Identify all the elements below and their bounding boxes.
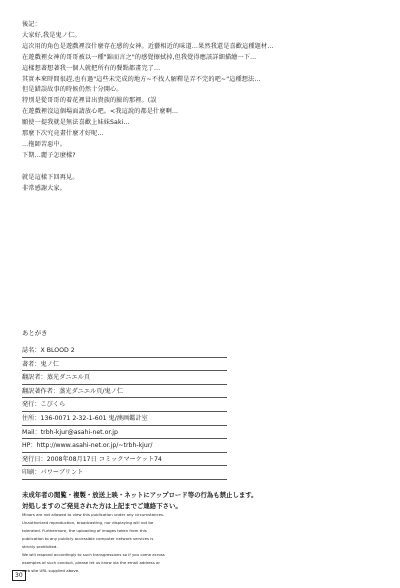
colophon-issue-date: 発行日：2008年08月17日 コミックマーケット74 [22, 453, 227, 467]
afterword-line: …拖師苦惡中。 [22, 140, 67, 148]
warning-en-line: strictly prohibited. [22, 543, 58, 549]
page-number: 30 [12, 570, 26, 581]
colophon-translator: 翻訳者：蒸光ダニエル頁 [22, 371, 227, 385]
colophon-heading: あとがき [22, 329, 48, 337]
colophon-author: 著者：鬼ノ仁 [22, 358, 227, 372]
afterword-line: 就是這樣下回再見。 [22, 173, 79, 181]
colophon-title: 誌名：X BLOOD 2 [22, 344, 227, 358]
warning-en-line: publication to any publicly accessible computer network services is [22, 535, 154, 541]
warning-en-line: Unauthorized reproduction, broadcasting, nor displaying will not be [22, 520, 154, 526]
afterword-line: 但是錯誤故事的時候仍然十分開心。 [22, 86, 123, 94]
afterword-line: 下期…麗子怎麼樣? [22, 151, 76, 159]
afterword-line [22, 162, 372, 173]
afterword-line: 這次用的角色是遊戲裡沒什麼存在感的女神。近藝相近的味道…果然我還是喜歡這種題材… [22, 42, 274, 50]
warning-en-line: We will respond accordingly to such transgressions so if you come across [22, 551, 165, 557]
colophon-homepage: HP：http://www.asahi-net.or.jp/~trbh-kjur/ [22, 439, 227, 453]
colophon-translation-copyright: 翻訳著作者：蒸光ダニエル頁/鬼ノ仁 [22, 385, 227, 399]
afterword-line: 其實本來時間很趕,也有過"這些未完成的地方~不找人解釋是弄不完的吧~"這種想法… [22, 75, 261, 83]
colophon-address: 住所：136-0071 2-32-1-601 鬼/澳画鑑計室 [22, 412, 227, 426]
afterword-line: 非常感謝大家。 [22, 184, 67, 192]
afterword-line: 在遊戲裡沒這個場面請放心吧。<我這說的都是什麼啊… [22, 108, 179, 116]
colophon-printer: 印刷：パワーブリント [22, 466, 227, 480]
afterword-line: 願使一提我就是無法喜歡上妹妹Saki… [22, 119, 130, 127]
afterword-line: 在遊戲裡女神的哥哥被以一種"錦而言之"的感覺擦拭掉,但我覺得應該詳細描繪一下… [22, 53, 257, 61]
warning-jp-line: 未成年者の閲覧・複製・放送上映・ネットにアップロード等の行為も禁止します。 [22, 491, 258, 499]
afterword-line: 這樣想著想著我一個人就把所有的餐點都畫完了… [22, 64, 161, 72]
colophon-publisher: 発行：こびくら [22, 398, 227, 412]
warning-en-line: examples of such conduct, please let us know via the email address or [22, 559, 160, 565]
afterword-line: 大家好,我是鬼ノ仁。 [22, 31, 81, 39]
warning-en-line: web site URL supplied above. [22, 567, 80, 573]
warning-en-line: Minors are not allowed to view this publication under any circumstances. [22, 512, 165, 518]
colophon-mail: Mail：trbh-kjur@asahi-net.or.jp [22, 426, 227, 440]
afterword-line: 特別是從哥哥的着花裡冒出貴族的臉的那裡。(誤 [22, 97, 157, 105]
afterword-section [22, 20, 372, 194]
copyright-warning [22, 490, 372, 574]
warning-en-line: tolerated. Furthermore, the uploading of images taken from this [22, 528, 147, 533]
warning-jp-line: 対処しますのご発見された方は上記までご連絡下さい。 [22, 501, 182, 510]
afterword-line: 那麼下次究竟畫什麼才好呢… [22, 130, 104, 138]
colophon-section [22, 326, 372, 480]
afterword-line: 後記： [22, 21, 41, 28]
